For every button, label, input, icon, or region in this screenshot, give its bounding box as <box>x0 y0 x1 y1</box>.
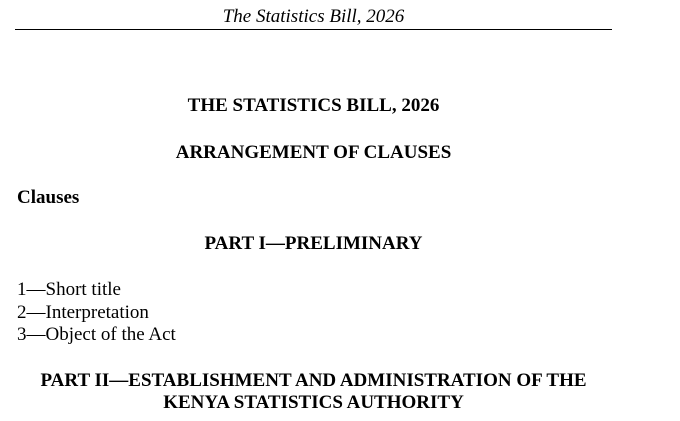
clause-list <box>17 279 176 347</box>
running-header-title: The Statistics Bill, 2026 <box>222 6 405 27</box>
clauses-label: Clauses <box>17 187 80 208</box>
part-heading-line: PART II—ESTABLISHMENT AND ADMINISTRATION OF THE <box>40 370 587 391</box>
clause-item: 1—Short title <box>17 279 121 300</box>
bill-title: THE STATISTICS BILL, 2026 <box>187 95 440 116</box>
arrangement-heading: ARRANGEMENT OF CLAUSES <box>175 142 452 163</box>
part-heading: PART I—PRELIMINARY <box>204 233 423 254</box>
part-heading <box>17 370 610 414</box>
part-heading-line: KENYA STATISTICS AUTHORITY <box>163 392 464 413</box>
document-page <box>17 0 610 421</box>
clause-item: 2—Interpretation <box>17 301 149 323</box>
clause-item: 3—Object of the Act <box>17 324 176 345</box>
